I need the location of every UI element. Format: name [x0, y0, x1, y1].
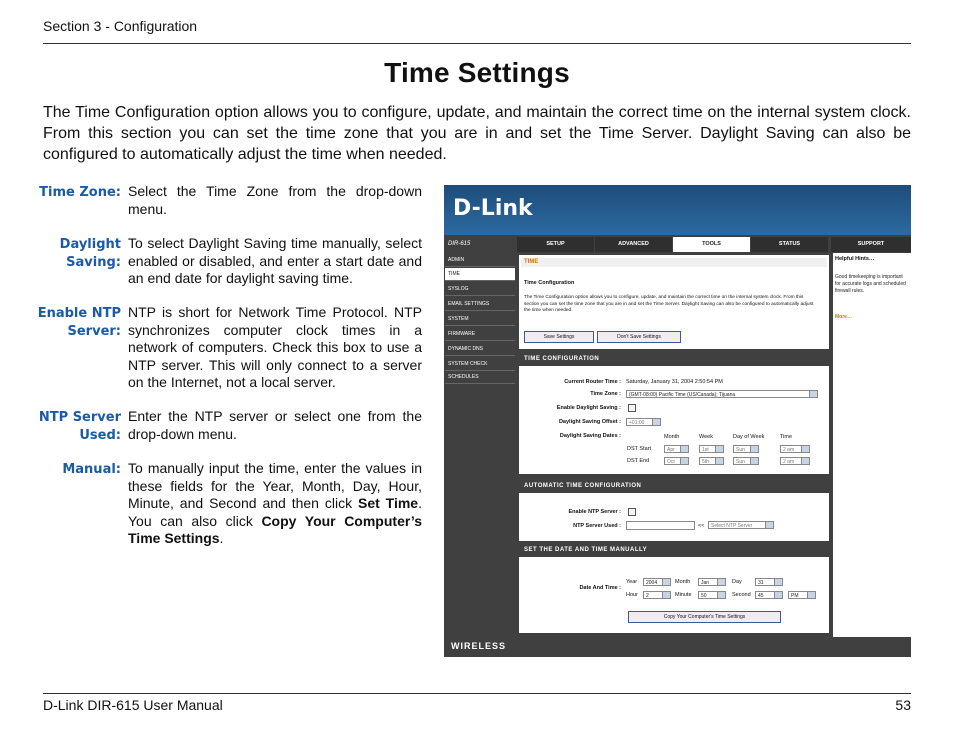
chevron-down-icon [801, 458, 809, 464]
automatic-time-panel [519, 493, 829, 541]
footer-manual-title: D-Link DIR-615 User Manual [43, 697, 223, 713]
dst-end-time-select[interactable] [780, 457, 810, 465]
chevron-down-icon [652, 419, 660, 425]
term-daylight-saving: Daylight Saving: [59, 237, 121, 270]
year-label: Year [626, 579, 638, 585]
hour-select[interactable] [643, 591, 671, 599]
dst-offset-value: +01:00 [629, 420, 645, 426]
header-divider [43, 43, 911, 44]
dst-end-day: Sun [736, 459, 745, 465]
enable-ntp-server-label: Enable NTP Server : [568, 509, 621, 515]
desc-enable-ntp: NTP is short for Network Time Protocol. NTP synchronizes computer clock times in a network of computers. Check this box to use a NTP server. This will only connect to a server on the Internet, not a local server. [128, 304, 422, 390]
page-number: 53 [895, 697, 911, 713]
chevron-down-icon [715, 458, 723, 464]
sidebar-item-system-check[interactable]: SYSTEM CHECK [445, 358, 515, 371]
dont-save-settings-button[interactable]: Don't Save Settings [597, 331, 681, 343]
sidebar-item-syslog[interactable]: SYSLOG [445, 283, 515, 296]
ampm-select[interactable] [788, 591, 816, 599]
term-ntp-server-used: NTP Server Used: [38, 410, 121, 443]
chevron-down-icon [662, 592, 670, 598]
dst-start-month: Apr [667, 447, 675, 453]
date-and-time-label: Date And Time : [579, 585, 621, 591]
month-label: Month [675, 579, 691, 585]
dst-end-day-select[interactable] [733, 457, 759, 465]
time-zone-select[interactable] [626, 390, 818, 398]
minute-value: 50 [701, 593, 707, 599]
chevron-down-icon [750, 446, 758, 452]
wireless-label: WIRELESS [451, 641, 507, 651]
sidebar [444, 253, 516, 645]
chevron-down-icon [717, 592, 725, 598]
ntp-copy-arrow: << [698, 523, 705, 529]
month-select[interactable] [698, 578, 726, 586]
copy-computer-time-button[interactable]: Copy Your Computer's Time Settings [628, 611, 781, 623]
manual-time-heading: SET THE DATE AND TIME MANUALLY [519, 545, 829, 556]
dst-start-week: 1st [702, 447, 709, 453]
desc-time-zone: Select the Time Zone from the drop-down menu. [128, 183, 422, 217]
hints-panel [833, 253, 911, 645]
section-header: Section 3 - Configuration [43, 18, 198, 34]
time-panel-title: TIME [521, 258, 827, 267]
sidebar-item-email-settings[interactable]: EMAIL SETTINGS [445, 298, 515, 311]
chevron-down-icon [662, 579, 670, 585]
chevron-down-icon [774, 579, 782, 585]
dst-end-time: 2 am [783, 459, 795, 465]
desc-ntp-server-used: Enter the NTP server or select one from the drop-down menu. [128, 408, 422, 442]
dst-start-month-select[interactable] [664, 445, 689, 453]
enable-daylight-saving-checkbox[interactable] [628, 404, 636, 412]
intro-paragraph: The Time Configuration option allows you to configure, update, and maintain the correct time on the internal system clock. From this section you can set the time zone that you are in and set the Time Server. Daylight Saving can also be configured to automatically adjust the time when needed. [43, 104, 911, 163]
dst-start-day: Sun [736, 447, 745, 453]
col-day-of-week: Day of Week [733, 434, 765, 440]
chevron-down-icon [809, 391, 817, 397]
col-month: Month [664, 434, 680, 440]
tab-support[interactable]: SUPPORT [831, 237, 911, 252]
term-time-zone: Time Zone: [39, 185, 121, 200]
desc-manual-c: . You can also click [128, 495, 422, 529]
desc-manual-e: . [219, 530, 224, 546]
col-time: Time [780, 434, 793, 440]
ampm-value: PM [791, 593, 799, 599]
tab-advanced[interactable]: ADVANCED [595, 237, 672, 252]
dst-end-month: Oct [667, 459, 675, 465]
chevron-down-icon [801, 446, 809, 452]
page-title: Time Settings [384, 57, 570, 88]
desc-daylight-saving: To select Daylight Saving time manually, select enabled or disabled, and enter a start date and an end date for daylight saving time. [128, 235, 422, 286]
desc-manual-a: To manually input the time, enter the values in these fields for the Year, Month, Day, Hour, Minute, and Second and then click [128, 460, 422, 511]
current-router-time-label: Current Router Time : [564, 379, 621, 385]
dst-start-day-select[interactable] [733, 445, 759, 453]
term-enable-ntp-line2: Server: [67, 324, 121, 339]
hints-more-link[interactable]: More… [835, 314, 852, 320]
sidebar-item-firmware[interactable]: FIRMWARE [445, 328, 515, 341]
term-manual: Manual: [62, 462, 121, 477]
footer-bar [444, 637, 911, 657]
chevron-down-icon [715, 446, 723, 452]
current-router-time-value: Saturday, January 31, 2004 2:50:54 PM [626, 379, 723, 385]
sidebar-item-time[interactable]: TIME [445, 268, 515, 281]
chevron-down-icon [680, 446, 688, 452]
sidebar-item-system[interactable]: SYSTEM [445, 313, 515, 326]
tab-status[interactable]: STATUS [751, 237, 828, 252]
dst-start-label: DST Start [627, 446, 652, 452]
month-value: Jan [701, 580, 710, 586]
ntp-server-used-label: NTP Server Used : [573, 523, 621, 529]
chevron-down-icon [750, 458, 758, 464]
second-label: Second [732, 592, 751, 598]
dst-end-week: 5th [702, 459, 709, 465]
model-label: DIR-615 [448, 241, 471, 247]
dst-start-time: 2 am [783, 447, 795, 453]
chevron-down-icon [717, 579, 725, 585]
daylight-saving-offset-label: Daylight Saving Offset : [558, 419, 621, 425]
chevron-down-icon [807, 592, 815, 598]
chevron-down-icon [774, 592, 782, 598]
desc-manual [128, 460, 422, 548]
time-config-subtitle: Time Configuration [524, 280, 575, 286]
year-select[interactable] [643, 578, 671, 586]
time-panel-text: The Time Configuration option allows you to configure, update, and maintain the correct time on the internal system clock. From this section you can set the time zone that you are in and set the Time Server. Daylight Saving can also be configured to automatically adjust the time when needed. [524, 295, 814, 313]
automatic-time-heading: AUTOMATIC TIME CONFIGURATION [519, 481, 829, 492]
save-settings-button[interactable]: Save Settings [524, 331, 594, 343]
second-value: 45 [758, 593, 764, 599]
footer-divider [43, 693, 911, 694]
sidebar-item-schedules[interactable]: SCHEDULES [445, 371, 515, 384]
year-value: 2004 [646, 580, 658, 586]
term-enable-ntp [11, 305, 121, 341]
day-select[interactable] [755, 578, 783, 586]
enable-daylight-saving-label: Enable Daylight Saving : [556, 405, 621, 411]
dst-end-label: DST End [627, 458, 650, 464]
time-zone-label: Time Zone : [590, 391, 621, 397]
sidebar-item-admin[interactable]: ADMIN [445, 254, 515, 267]
time-configuration-heading: TIME CONFIGURATION [519, 354, 829, 365]
chevron-down-icon [680, 458, 688, 464]
desc-manual-copy: Copy Your Computer’s Time Settings [128, 512, 422, 546]
ntp-server-select[interactable] [708, 521, 774, 529]
ntp-server-input[interactable] [626, 521, 695, 530]
desc-manual-set-time: Set Time [357, 495, 419, 511]
term-enable-ntp-line1: Enable NTP [37, 306, 121, 321]
daylight-saving-offset-select[interactable] [626, 418, 661, 426]
dst-start-week-select[interactable] [699, 445, 724, 453]
minute-select[interactable] [698, 591, 726, 599]
dst-end-month-select[interactable] [664, 457, 689, 465]
hour-label: Hour [626, 592, 638, 598]
hour-value: 2 [646, 593, 649, 599]
hints-title: Helpful Hints… [835, 256, 875, 262]
hints-text: Good timekeeping is important for accurate logs and scheduled firewall rules. [835, 274, 906, 294]
daylight-saving-dates-label: Daylight Saving Dates : [559, 433, 621, 439]
tab-tools[interactable]: TOOLS [673, 237, 750, 252]
chevron-down-icon [765, 522, 773, 528]
dst-start-time-select[interactable] [780, 445, 810, 453]
sidebar-item-dynamic-dns[interactable]: DYNAMIC DNS [445, 343, 515, 356]
dlink-logo: D-Link [453, 196, 533, 221]
ntp-server-select-value: Select NTP Server [711, 523, 753, 529]
time-zone-value: (GMT-08:00) Pacific Time (US/Canada); Tijuana [629, 392, 736, 398]
day-label: Day [732, 579, 742, 585]
second-select[interactable] [755, 591, 783, 599]
day-value: 31 [758, 580, 764, 586]
col-week: Week [699, 434, 713, 440]
enable-ntp-server-checkbox[interactable] [628, 508, 636, 516]
minute-label: Minute [675, 592, 692, 598]
router-screenshot [444, 185, 911, 657]
tab-setup[interactable]: SETUP [517, 237, 594, 252]
dst-end-week-select[interactable] [699, 457, 724, 465]
